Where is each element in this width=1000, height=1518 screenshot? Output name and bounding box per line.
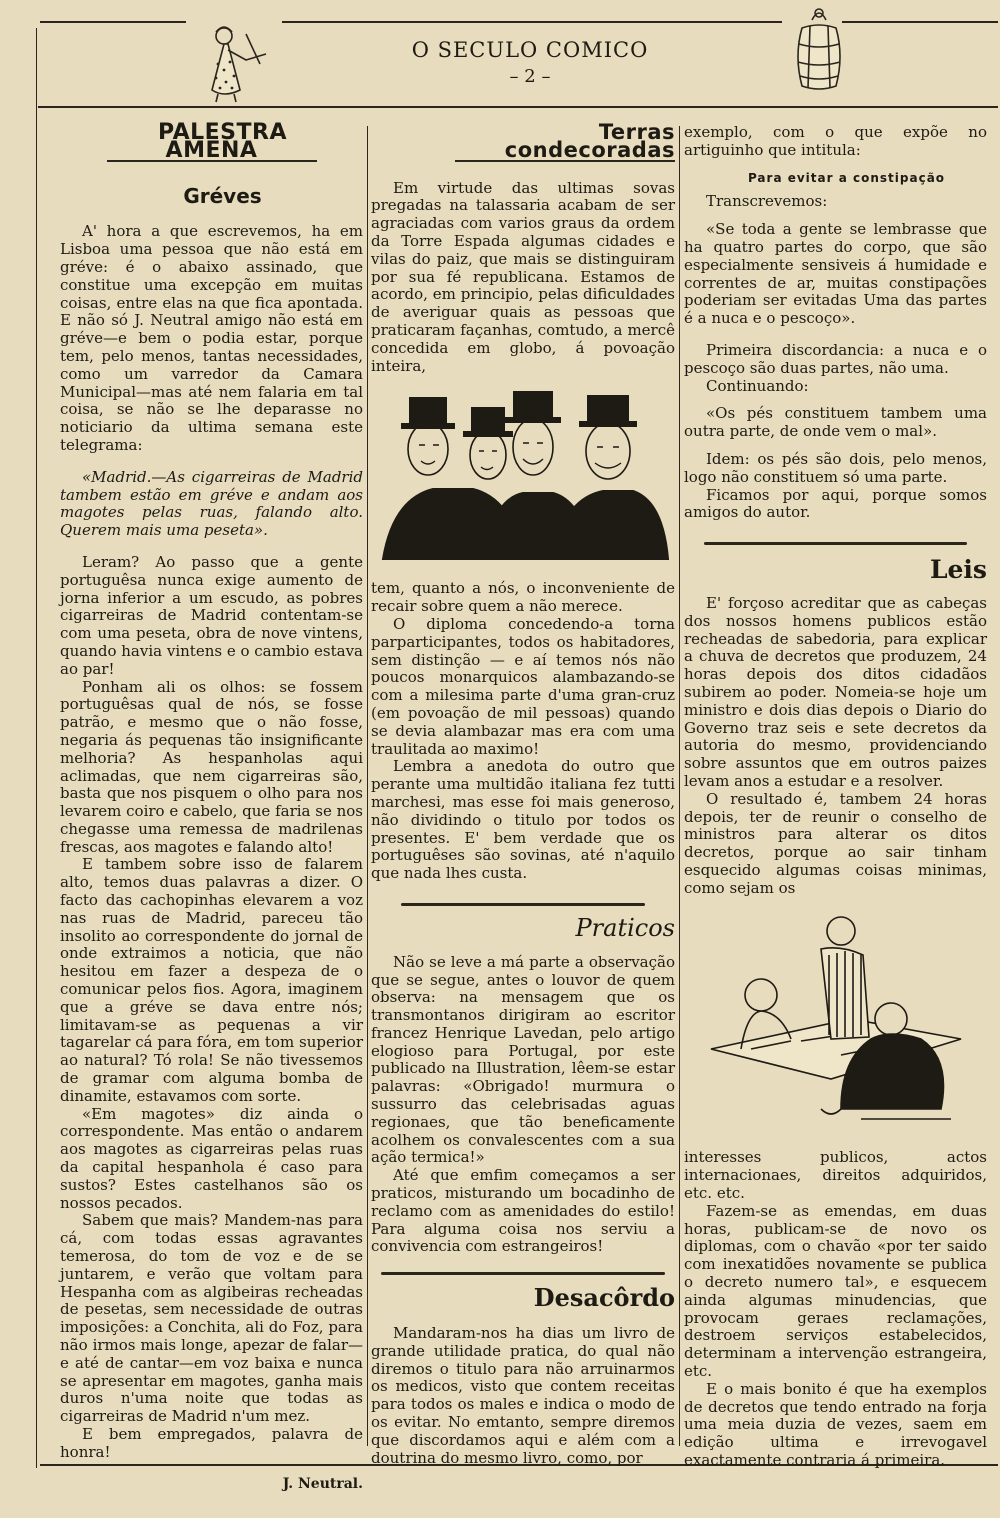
paragraph: «Madrid.—As cigarreiras de Madrid tambem estão em gréve e andam aos magotes pelas ruas, falando alto. Querem mais uma peseta».	[60, 467, 363, 540]
paragraph: O diploma concedendo-a torna parparticipantes, todos os habitadores, sem distinção — e aí temos nós não poucos monarquicos alambazando-se com a milesima parte d'uma gran-cruz (em povoação de mil pessoas) quando se devia alambazar mas era com uma traulitada ao maximo!	[371, 614, 675, 758]
article-title-leis: Leis	[929, 555, 987, 585]
paragraph: tem, quanto a nós, o inconveniente de recair sobre quem a não merece.	[371, 579, 675, 616]
paragraph: exemplo, com o que expõe no artiguinho que intitula:	[684, 123, 987, 159]
paragraph: E' forçoso acreditar que as cabeças dos nossos homens publicos estão recheadas de sabedoria, para explicar a chuva de decretos que produzem, 24 horas depois dos ditos cidadãos subirem ao poder. Nomeia-se hoje um ministro e dois dias depois o Diario do Governo traz seis e sete decretos da autoria do mesmo, providenciando sobre assuntos que em outros paizes levam anos a estudar e a resolver.	[684, 593, 987, 790]
paragraph: E o mais bonito é que ha exemplos de decretos que tendo entrado na forja uma meia duzia de vezes, saem em edição ultima e irrevogavel exactamente contraria á primeira.	[684, 1379, 987, 1470]
article-title-greves: Gréves	[183, 183, 262, 208]
paragraph: Ficamos por aqui, porque somos amigos do autor.	[684, 485, 987, 522]
masthead-rule-left	[40, 21, 186, 23]
column-desacordo-leis	[684, 124, 987, 1470]
paragraph: E tambem sobre isso de falarem alto, temos duas palavras a dizer. O facto das cachopinhas elevarem a voz nas ruas de Madrid, pareceu tão insolito ao correspondente do jornal de onde extraimos a noticia, que não hesitou em fazer a despeza de o comunicar pelos fios. Agora, imaginem que a gréve se dava entre nós; limitavam-se as pequenas a vir tagarelar cá para fóra, em tom superior ao natural? Tó rola! Se não tivessemos de gramar com alguma bomba de dinamite, estavamos com sorte.	[60, 855, 363, 1105]
article-title-praticos: Praticos	[575, 913, 675, 942]
paragraph: «Os pés constituem tambem uma outra parte, de onde vem o mal».	[684, 404, 987, 441]
column-palestra-amena	[60, 120, 363, 1493]
masthead-bottom-rule	[38, 106, 998, 108]
paragraph: Ponham ali os olhos: se fossem portuguêsas qual de nós, se fosse patrão, e mesmo que o não fosse, negaria ás pequenas tão insignificante melhoria? As hespanholas aqui aclimadas, que nem cigarreiras são, basta que nos pisquem o olho para nos levarem coiro e cabelo, que faria se nos chegasse uma remessa de madrilenas frescas, aos magotes e falando alto!	[60, 677, 363, 856]
title-wrap	[455, 120, 675, 162]
paragraph: Leram? Ao passo que a gente portuguêsa nunca exige aumento de jorna inferior a um escudo, as pobres cigarreiras de Madrid contentam-se com uma peseta, obra de nove vintens, quando havia vintens e o cambio estava ao par!	[60, 552, 363, 678]
newspaper-title: O SECULO COMICO	[411, 38, 649, 62]
signature: J. Neutral.	[282, 1475, 363, 1492]
article-title-terras-condecoradas: Terras condecoradas	[504, 120, 675, 162]
paragraph: interesses publicos, actos internacionaes, direitos adquiridos, etc. etc.	[684, 1148, 987, 1203]
section-heading: PALESTRA AMENA	[158, 120, 287, 163]
column-divider-1	[367, 126, 368, 1446]
paragraph: «Se toda a gente se lembrasse que ha quatro partes do corpo, que são especialmente sensiveis á humidade e correntes de ar, muitas constipações poderiam ser evitadas Uma das partes é a nuca e o pescoço».	[684, 220, 987, 328]
paragraph: «Em magotes» diz ainda o correspondente. Mas então o andarem aos magotes as cigarreiras pelas ruas da capital hespanhola é caso para sustos? Estes castelhanos são os nossos pecados.	[60, 1104, 363, 1212]
barrel-illustration	[790, 4, 848, 94]
page-number: – 2 –	[509, 66, 551, 87]
paragraph: Primeira discordancia: a nuca e o pescoço são duas partes, não uma.	[684, 340, 987, 377]
left-page-border	[36, 28, 37, 1468]
paragraph: Até que emfim começamos a ser praticos, misturando um bocadinho de reclamo com as amenidades do estilo! Para alguma coisa nos serviu a convivencia com estrangeiros!	[371, 1166, 675, 1256]
paragraph: Continuando:	[706, 376, 809, 395]
paragraph: E bem empregados, palavra de honra!	[60, 1424, 363, 1461]
column-divider-2	[679, 126, 680, 1446]
section-heading-wrap	[107, 120, 317, 163]
paragraph: Mandaram-nos ha dias um livro de grande utilidade pratica, do qual não diremos o titulo para não arruinarmos os medicos, visto que contem receitas para todos os males e indica o modo de os evitar. No emtanto, sempre diremos que discordamos aqui e além com a doutrina do mesmo livro, como, por	[371, 1324, 675, 1467]
masthead-rule-center	[282, 21, 782, 23]
girl-with-broom-illustration	[188, 14, 274, 104]
paragraph: Em virtude das ultimas sovas pregadas na talassaria acabam de ser agraciadas com varios graus da ordem da Torre Espada algumas cidades e vilas do paiz, que mais se distinguiram por sua fé republicana. Estamos de acordo, em principio, pelas dificuldades de averiguar quais as pessoas que praticaram façanhas, comtudo, a mercê concedida em globo, á povoação inteira,	[371, 178, 675, 375]
masthead-rule-right	[842, 21, 998, 23]
ministers-at-table-cartoon	[691, 909, 981, 1139]
paragraph: Não se leve a má parte a observação que se segue, antes o louvor de quem observa: na mensagem que os transmontanos dirigiram ao escritor francez Henrique Lavedan, pelo artigo elogioso para Portugal, por este publicado na Illustration, lêem-se estar palavras: «Obrigado! murmura o sussurro das celebrisadas aguas regionaes, que tão beneficamente acolhem os convalescentes com a sua ação termica!»	[371, 952, 675, 1167]
paragraph: O resultado é, tambem 24 horas depois, ter de reunir o conselho de ministros para alterar os ditos decretos, porque ao sair tinham esquecido algumas coisas minimas, como sejam os	[684, 789, 987, 897]
paragraph: Lembra a anedota do outro que perante uma multidão italiana fez tutti marchesi, mas esse foi mais generoso, não dividindo o titulo por todos os presentes. E' bem verdade que os portuguêses são sovinas, até n'aquilo que nada lhes custa.	[371, 757, 675, 883]
paragraph: A' hora a que escrevemos, ha em Lisboa uma pessoa que não está em gréve: é o abaixo assinado, que constitue uma excepção em muitas coisas, entre elas na que fica apontada. E não só J. Neutral amigo não está em gréve—e bem o podia estar, porque tem, pelo menos, tantas necessidades, como um varredor da Camara Municipal—mas até nem falaria em tal coisa, se não se lhe deparasse no noticiario da ultima semana este telegrama:	[60, 222, 363, 454]
paragraph: Fazem-se as emendas, em duas horas, publicam-se de novo os diplomas, com o chavão «por ter saido com inexatidões novamente se publica o decreto numero tal», e esquecem ainda algumas minudencias, que provocam geraes reclamações, destroem serviços estabelecidos, determinam a intervenção estrangeira, etc.	[684, 1201, 987, 1381]
article-title-desacordo: Desacôrdo	[533, 1283, 675, 1313]
column-terras-condecoradas	[371, 120, 675, 1467]
subheading-constipacao: Para evitar a constipação	[747, 170, 946, 185]
paragraph: Transcrevemos:	[706, 192, 828, 211]
paragraph: Sabem que mais? Mandem-nas para cá, com todas essas agravantes temerosa, do tom de voz e de se juntarem, e verão que voltam para Hespanha com as algibeiras recheadas de pesetas, sem necessidade de outras imposições: a Conchita, ali do Foz, para não irmos mais longe, apezar de falar—e até de cantar—em voz baixa e nunca se apresentar em magotes, ganha mais duros n'uma noite que todas as cigarreiras de Madrid n'um mez.	[60, 1211, 363, 1426]
top-hat-men-cartoon	[373, 389, 673, 564]
paragraph: Idem: os pés são dois, pelo menos, logo não constituem só uma parte.	[684, 449, 987, 486]
